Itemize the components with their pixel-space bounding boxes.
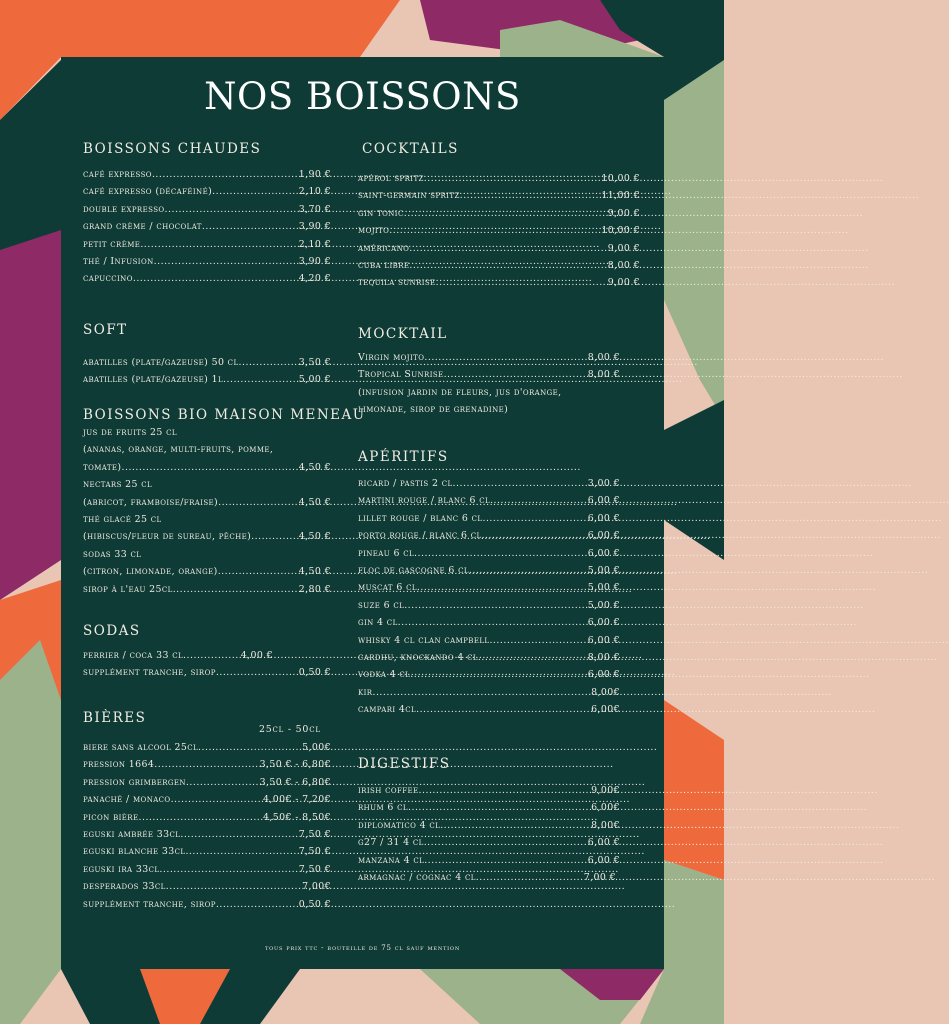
section-title-mocktail: MOCKTAIL [358,326,448,342]
bio-nectars-title: nectars 25 cl [83,479,153,491]
menu-item: grand crème / chocolat ..... 3,90 € [83,221,331,238]
menu-item: abatilles (plate/gazeuse) 1l ..... 5,00 € [83,374,331,391]
menu-item: armagnac / cognac 4 cl ..... 7,00 € [358,872,616,889]
menu-item: (hibiscus/fleur de sureau, pêche) ..... 4,50 € [83,531,331,548]
menu-item: petit crème ..... 2,10 € [83,239,331,256]
menu-item: eguski ambrée 33cl ..... 7,50 € [83,829,331,846]
bio-sodas-title: sodas 33 cl [83,548,142,560]
menu-item: mojito ..... 10,00 € [358,225,640,242]
menu-item: eguski ira 33cl ..... 7,50 € [83,864,331,881]
mocktail-list [358,352,620,422]
menu-item: campari 4cl ..... 6,00€ [358,704,620,721]
bio-jus-desc: (ananas, orange, multi-fruits, pomme, [83,444,274,456]
menu-item: eguski blanche 33cl ..... 7,50 € [83,846,331,863]
menu-item: porto rouge / blanc 6 cl ..... 6,00 € [358,530,620,547]
menu-item: Virgin mojito ..... 8,00 € [358,352,620,369]
menu-item: abatilles (plate/gazeuse) 50 cl ..... 3,50 € [83,357,331,374]
menu-item: Tropical Sunrise ..... 8,00 € [358,369,620,386]
section-title-boissons-chaudes: BOISSONS CHAUDES [83,141,262,157]
bieres-sizes: 25cl - 50cl [259,724,321,735]
menu-item: picon bière ..... 4,50€ - 8,50€ [83,812,331,829]
menu-item: vodka 4 cl ..... 6,00 € [358,669,620,686]
menu-item: pression 1664 ..... 3,50 € - 6,80€ [83,759,331,776]
section-title-soft: SOFT [83,322,128,338]
menu-item: cardhu, knockando 4 cl ..... 8,00 € [358,652,620,669]
menu-item: capuccino ..... 4,20 € [83,273,331,290]
menu-item: muscat 6 cl ..... 5,00 € [358,582,620,599]
menu-item: lillet rouge / blanc 6 cl ..... 6,00 € [358,513,620,530]
menu-item: gin 4 cl ..... 6,00 € [358,617,620,634]
digestifs-list [358,785,620,889]
menu-item: (citron, limonade, orange) ..... 4,50 € [83,566,331,583]
menu-item: saint-germain spritz ..... 11,00 € [358,190,640,207]
menu-item: sirop à l'eau 25cl ..... 2,80 € [83,584,331,601]
menu-item: double expresso ..... 3,70 € [83,204,331,221]
menu-item: floc de gascogne 6 cl ..... 5,00 € [358,565,620,582]
aperitifs-list [358,478,620,721]
menu-item: ricard / pastis 2 cl ..... 3,00 € [358,478,620,495]
bio-the-title: thé glacé 25 cl [83,513,162,525]
menu-item: kir ..... 8,00€ [358,687,620,704]
sodas-list [83,650,331,685]
section-title-sodas: SODAS [83,623,141,639]
bieres-list [83,742,331,916]
menu-item: perrier / coca 33 cl ..... 4,00 € [83,650,273,667]
section-title-cocktails: COCKTAILS [362,141,459,157]
cocktails-list [358,173,640,295]
menu-item: panaché / monaco ..... 4,00€ - 7,20€ [83,794,331,811]
menu-item: manzana 4 cl ..... 6,00 € [358,855,620,872]
menu-item: américano ..... 9,00 € [358,243,640,260]
menu-item: gin tonic ..... 9,00 € [358,208,640,225]
menu-item: suze 6 cl ..... 5,00 € [358,600,620,617]
boissons-bio-list [83,427,331,601]
menu-item: pineau 6 cl ..... 6,00 € [358,548,620,565]
menu-item: supplément tranche, sirop ..... 0,50 € [83,667,331,684]
menu-item: tequila sunrise ..... 9,00 € [358,277,640,294]
menu-item: diplomatico 4 cl ..... 8,00€ [358,820,620,837]
menu-item: irish coffee ..... 9,00€ [358,785,620,802]
mocktail-note: limonade, sirop de grenadine) [358,404,509,416]
menu-item: (abricot, framboise/fraise) ..... 4,50 € [83,497,331,514]
boissons-chaudes-list [83,169,331,291]
section-title-bieres: BIÈRES [83,710,147,726]
menu-item: biere sans alcool 25cl ..... 5,00€ [83,742,331,759]
menu-item: thé / Infusion ..... 3,90 € [83,256,331,273]
menu-item: cuba libre ..... 8,00 € [358,260,640,277]
section-title-aperitifs: APÉRITIFS [358,449,449,465]
menu-item: supplément tranche, sirop ..... 0,50 € [83,899,331,916]
menu-board [61,57,664,969]
menu-item: g27 / 31 4 cl ..... 6,00 € [358,837,620,854]
menu-item: café expresso ..... 1,90 € [83,169,331,186]
menu-item: desperados 33cl ..... 7,00€ [83,881,331,898]
section-title-digestifs: DIGESTIFS [358,756,451,772]
page-title: NOS BOISSONS [204,75,521,118]
section-title-boissons-bio: BOISSONS BIO MAISON MENEAU [83,407,366,423]
menu-item: rhum 6 cl ..... 6,00€ [358,802,620,819]
menu-item: tomate) ..... 4,50 € [83,462,331,479]
menu-item: pression grimbergen ..... 3,50 € - 6,80€ [83,777,331,794]
menu-item: café expresso (décaféiné) ..... 2,10 € [83,186,331,203]
menu-item: whisky 4 cl clan campbell ..... 6,00 € [358,635,620,652]
bio-jus-title: jus de fruits 25 cl [83,427,177,438]
price-footer-note: tous prix ttc - bouteille de 75 cl sauf mention [264,944,460,952]
menu-item: apérol spritz ..... 10,00 € [358,173,640,190]
mocktail-note: (infusion jardin de fleurs, jus d'orange, [358,386,562,398]
soft-list [83,357,331,392]
menu-item: martini rouge / blanc 6 cl ..... 6,00 € [358,495,620,512]
